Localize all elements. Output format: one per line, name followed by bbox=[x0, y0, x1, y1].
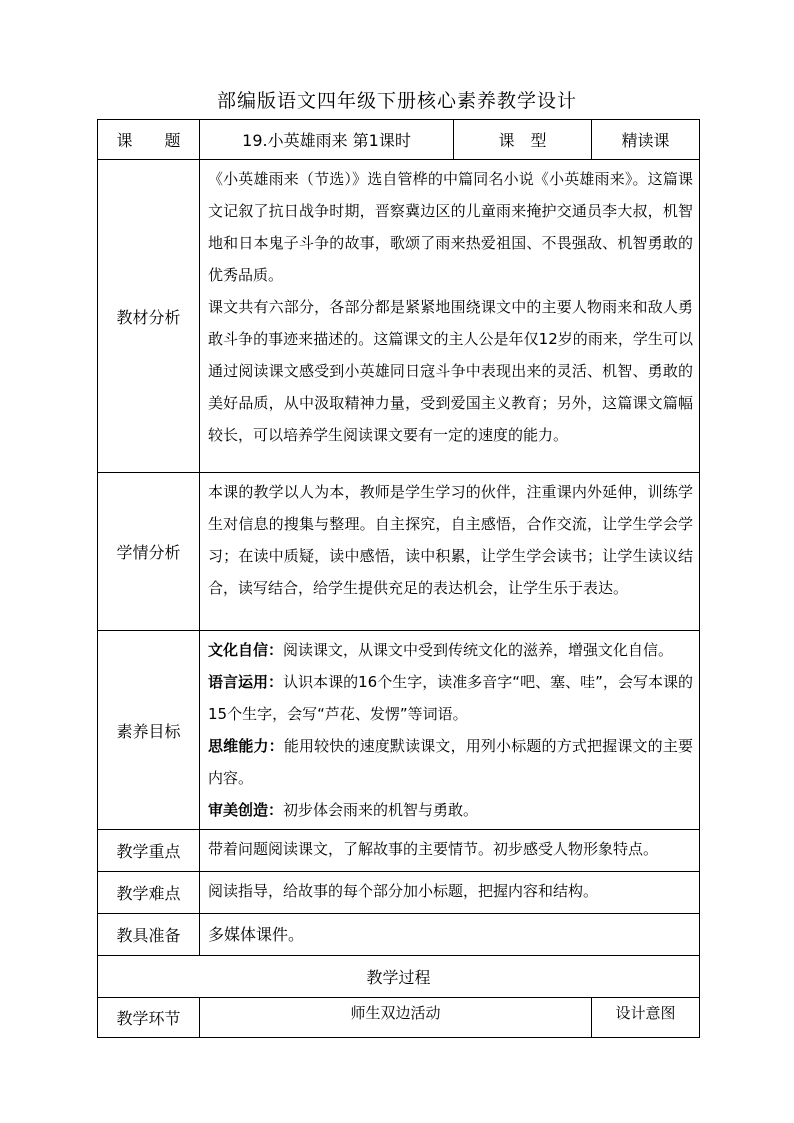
goal-head: 语言运用： bbox=[208, 673, 284, 691]
learner-analysis-row bbox=[98, 473, 700, 631]
goal-item bbox=[208, 794, 693, 826]
goal-item bbox=[208, 666, 693, 730]
learner-analysis-label: 学情分析 bbox=[98, 473, 200, 631]
materials-content: 多媒体课件。 bbox=[200, 914, 700, 956]
difficulties-row bbox=[98, 872, 700, 914]
goal-head: 文化自信： bbox=[208, 641, 284, 659]
materials-row bbox=[98, 914, 700, 956]
material-analysis-content bbox=[200, 160, 700, 473]
lesson-label: 课 题 bbox=[98, 120, 200, 160]
goals-row bbox=[98, 631, 700, 830]
process-heading-row bbox=[98, 956, 700, 998]
goal-item bbox=[208, 730, 693, 794]
process-col-intent: 设计意图 bbox=[592, 998, 700, 1038]
goal-text: 认识本课的16个生字，读准多音字“吧、塞、哇”，会写本课的15个生字，会写“芦花、发愣”等词语。 bbox=[208, 673, 693, 723]
goal-text: 阅读课文，从课文中受到传统文化的滋养，增强文化自信。 bbox=[283, 641, 674, 659]
process-heading: 教学过程 bbox=[98, 956, 700, 998]
process-columns-row bbox=[98, 998, 700, 1038]
goal-text: 能用较快的速度默读课文，用列小标题的方式把握课文的主要内容。 bbox=[208, 737, 693, 787]
difficulties-label: 教学难点 bbox=[98, 872, 200, 914]
difficulties-content: 阅读指导，给故事的每个部分加小标题，把握内容和结构。 bbox=[200, 872, 700, 914]
goal-item bbox=[208, 634, 693, 666]
lesson-plan-table bbox=[97, 119, 700, 1038]
page-title: 部编版语文四年级下册核心素养教学设计 bbox=[216, 90, 577, 112]
materials-label: 教具准备 bbox=[98, 914, 200, 956]
goal-head: 思维能力： bbox=[208, 737, 284, 755]
process-col-stage: 教学环节 bbox=[98, 998, 200, 1038]
header-row bbox=[98, 120, 700, 160]
lesson-value: 19.小英雄雨来 第1课时 bbox=[200, 120, 454, 160]
goals-content bbox=[200, 631, 700, 830]
material-analysis-label: 教材分析 bbox=[98, 160, 200, 473]
type-label: 课 型 bbox=[454, 120, 592, 160]
key-points-label: 教学重点 bbox=[98, 830, 200, 872]
type-value: 精读课 bbox=[592, 120, 700, 160]
key-points-content: 带着问题阅读课文，了解故事的主要情节。初步感受人物形象特点。 bbox=[200, 830, 700, 872]
material-analysis-row bbox=[98, 160, 700, 473]
goal-text: 初步体会雨来的机智与勇敢。 bbox=[283, 801, 479, 819]
goals-label: 素养目标 bbox=[98, 631, 200, 830]
key-points-row bbox=[98, 830, 700, 872]
process-col-activity: 师生双边活动 bbox=[200, 998, 592, 1038]
material-paragraph: 《小英雄雨来（节选）》选自管桦的中篇同名小说《小英雄雨来》。这篇课文记叙了抗日战争时期，晋察冀边区的儿童雨来掩护交通员李大叔，机智地和日本鬼子斗争的故事，歌颂了雨来热爱祖国、不畏强敌、机智勇敢的优秀品质。 bbox=[208, 170, 693, 284]
learner-analysis-content: 本课的教学以人为本，教师是学生学习的伙伴，注重课内外延伸，训练学生对信息的搜集与整理。自主探究，自主感悟，合作交流，让学生学会学习；在读中质疑，读中感悟，读中积累，让学生学会读书；让学生读议结合，读写结合，给学生提供充足的表达机会，让学生乐于表达。 bbox=[200, 473, 700, 631]
material-paragraph: 课文共有六部分，各部分都是紧紧地围绕课文中的主要人物雨来和敌人勇敢斗争的事迹来描述的。这篇课文的主人公是年仅12岁的雨来，学生可以通过阅读课文感受到小英雄同日寇斗争中表现出来的灵活、机智、勇敢的美好品质，从中汲取精神力量，受到爱国主义教育；另外，这篇课文篇幅较长，可以培养学生阅读课文要有一定的速度的能力。 bbox=[208, 298, 693, 444]
goal-head: 审美创造： bbox=[208, 801, 284, 819]
